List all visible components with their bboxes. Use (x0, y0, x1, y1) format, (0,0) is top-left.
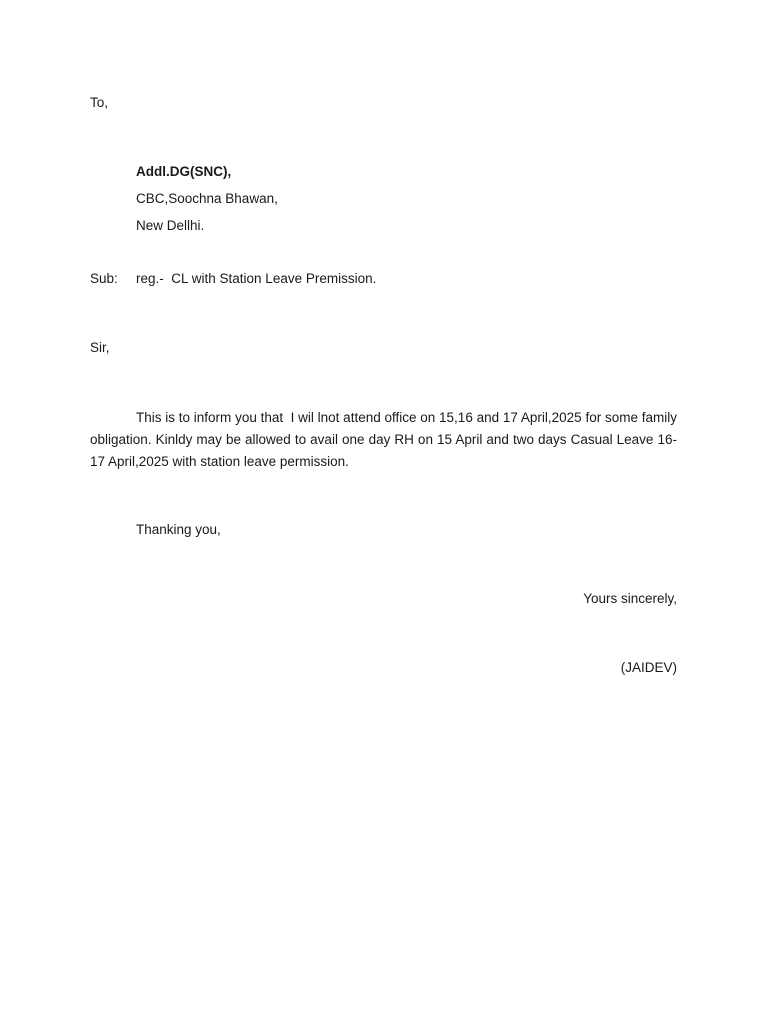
signature-name: (JAIDEV) (620, 660, 677, 675)
salutation: Sir, (90, 340, 110, 355)
subject-text: reg.- CL with Station Leave Premission. (136, 271, 377, 286)
recipient-title: Addl.DG(SNC), (136, 164, 232, 179)
recipient-address-line-2: New Dellhi. (136, 218, 205, 233)
recipient-address-line-1: CBC,Soochna Bhawan, (136, 191, 278, 206)
closing-line: Yours sincerely, (583, 591, 677, 606)
thanks-line: Thanking you, (136, 522, 221, 537)
to-line: To, (90, 95, 109, 110)
subject-label: Sub: (90, 271, 118, 286)
body-paragraph: This is to inform you that I wil lnot attend office on 15,16 and 17 April,2025 for some family obligation. Kinldy may be allowed to avail one day RH on 15 April and two days Casual Leave 16-17 April,2025 with station leave permission. (90, 410, 681, 469)
